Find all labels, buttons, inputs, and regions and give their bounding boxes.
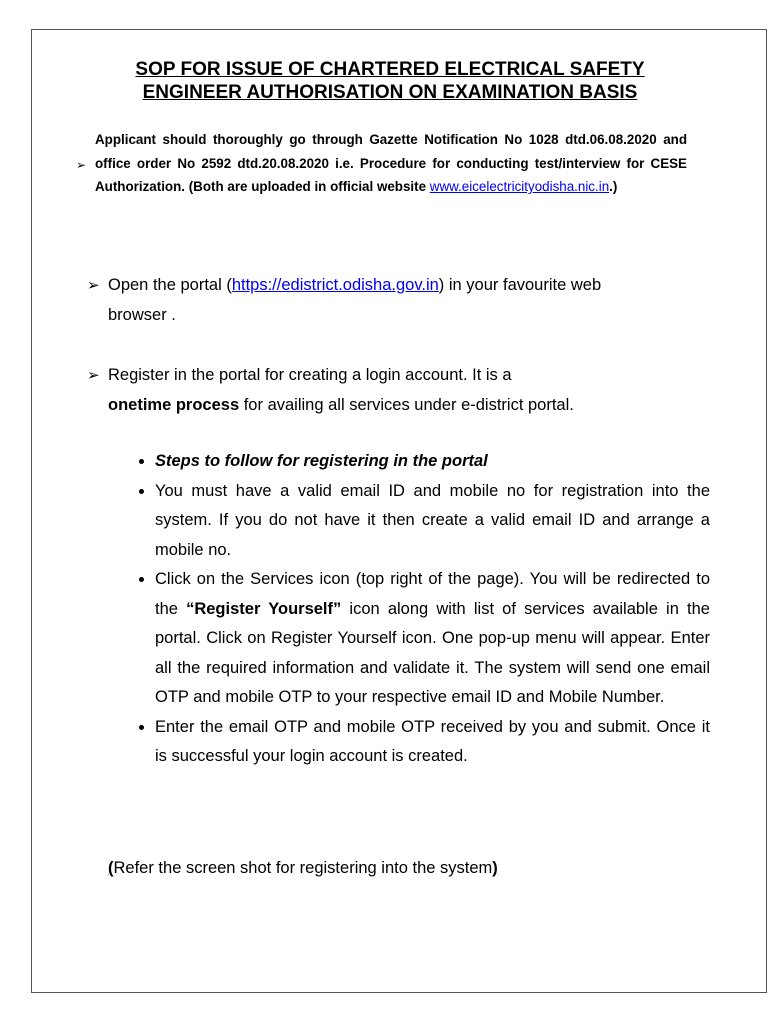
document-title xyxy=(90,58,690,104)
list-item xyxy=(155,447,710,477)
reference-note xyxy=(108,855,498,881)
list-item xyxy=(155,477,710,566)
register-paragraph xyxy=(108,361,608,420)
arrow-bullet-icon: ➢ xyxy=(87,367,100,384)
title-line-1: SOP FOR ISSUE OF CHARTERED ELECTRICAL SAFETY xyxy=(135,59,645,80)
title-line-2: ENGINEER AUTHORISATION ON EXAMINATION BASIS xyxy=(142,82,638,103)
reference-text: Refer the screen shot for registering into the system xyxy=(113,859,493,877)
list-item xyxy=(155,713,710,772)
register-yourself-label: “Register Yourself” xyxy=(186,599,342,618)
register-prefix: Register in the portal for creating a login account. It is a xyxy=(108,366,512,384)
step-text: Click on the Services icon (top right of the page). You will be redirected to the xyxy=(155,570,710,618)
arrow-bullet-icon: ➢ xyxy=(87,277,100,294)
steps-heading: Steps to follow for registering in the portal xyxy=(155,452,488,470)
arrow-bullet-icon: ➢ xyxy=(76,158,87,172)
list-item xyxy=(155,565,710,713)
step-text: You must have a valid email ID and mobile no for registration into the system. If you do not have it then create a valid email ID and arrange a mobile no. xyxy=(155,481,710,559)
edistrict-portal-link[interactable]: https://edistrict.odisha.gov.in xyxy=(231,276,439,294)
intro-text: Applicant should thoroughly go through Gazette Notification No 1028 dtd.06.08.2020 and office order No 2592 dtd.20.08.2020 i.e. Procedure for conducting test/interview for CESE Authorization. (Both are uploaded in official website xyxy=(95,132,687,194)
register-suffix: for availing all services under e-district portal. xyxy=(239,395,574,414)
registration-steps-list xyxy=(124,447,710,772)
open-portal-prefix: Open the portal ( xyxy=(108,276,232,294)
intro-paragraph xyxy=(95,128,687,199)
reference-close-paren: ) xyxy=(492,859,498,877)
intro-suffix: .) xyxy=(609,179,618,194)
open-portal-suffix: ) in your favourite web browser . xyxy=(108,276,602,324)
step-text: Enter the email OTP and mobile OTP received by you and submit. Once it is successful your login account is created. xyxy=(155,717,710,765)
step-text: icon along with list of services available in the portal. Click on Register Yourself icon. One pop-up menu will appear. Enter all the required information and validate it. The system will send one email OTP and mobile OTP to your respective email ID and Mobile Number. xyxy=(155,599,710,706)
register-bold: onetime process xyxy=(108,395,240,414)
open-portal-paragraph xyxy=(108,271,648,330)
reference-open-paren: ( xyxy=(108,859,114,877)
official-website-link[interactable]: www.eicelectricityodisha.nic.in xyxy=(429,179,610,194)
